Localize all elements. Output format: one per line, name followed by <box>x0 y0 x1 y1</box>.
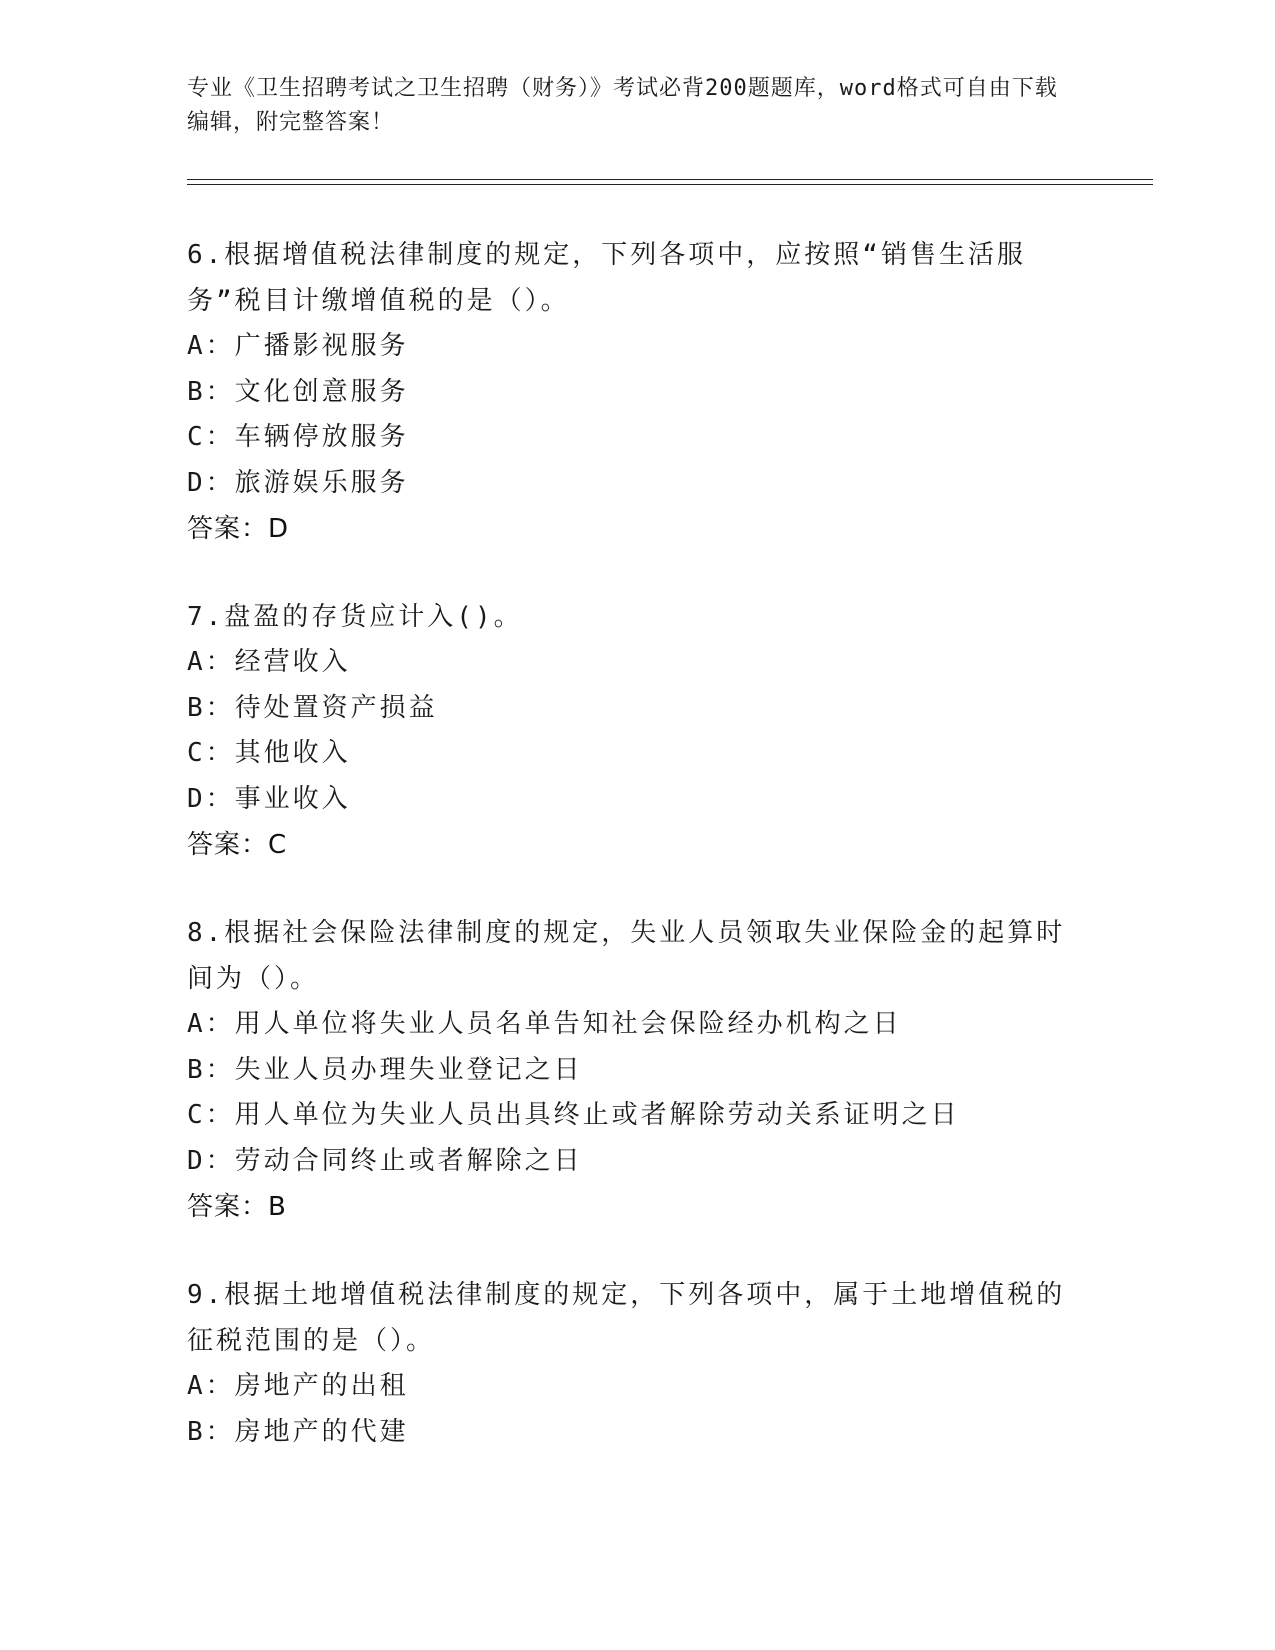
answer: 答案：C <box>187 830 288 860</box>
option-c: C：用人单位为失业人员出具终止或者解除劳动关系证明之日 <box>187 1100 960 1130</box>
option-a: A：用人单位将失业人员名单告知社会保险经办机构之日 <box>187 1009 902 1039</box>
option-b: B：待处置资产损益 <box>187 692 438 723</box>
question-stem: 6.根据增值税法律制度的规定，下列各项中，应按照“销售生活服务”税目计缴增值税的是（）。 <box>187 240 1026 316</box>
answer: 答案：B <box>187 1192 287 1222</box>
option-b: B：房地产的代建 <box>187 1416 409 1447</box>
answer: 答案：D <box>187 514 290 544</box>
option-b: B：文化创意服务 <box>187 376 409 407</box>
option-d: D：事业收入 <box>187 783 351 814</box>
question-stem: 8.根据社会保险法律制度的规定，失业人员领取失业保险金的起算时间为（）。 <box>187 918 1066 994</box>
question-list <box>187 232 1067 1497</box>
question-8 <box>187 910 1067 1230</box>
option-a: A：广播影视服务 <box>187 331 409 361</box>
option-a: A：房地产的出租 <box>187 1371 409 1401</box>
option-c: C：车辆停放服务 <box>187 422 409 452</box>
question-stem: 9.根据土地增值税法律制度的规定，下列各项中，属于土地增值税的征税范围的是（）。 <box>187 1280 1066 1356</box>
option-d: D：旅游娱乐服务 <box>187 467 409 498</box>
header-divider-bottom <box>187 184 1153 185</box>
question-stem: 7.盘盈的存货应计入()。 <box>187 602 523 632</box>
header-divider-top <box>187 179 1153 180</box>
option-c: C：其他收入 <box>187 738 351 768</box>
question-7 <box>187 594 1067 868</box>
option-a: A：经营收入 <box>187 647 351 677</box>
question-6 <box>187 232 1067 552</box>
option-d: D：劳动合同终止或者解除之日 <box>187 1145 583 1176</box>
option-b: B：失业人员办理失业登记之日 <box>187 1054 583 1085</box>
document-header: 专业《卫生招聘考试之卫生招聘（财务）》考试必背200题题库，word格式可自由下载编辑，附完整答案！ <box>187 76 1058 135</box>
question-9 <box>187 1272 1067 1455</box>
